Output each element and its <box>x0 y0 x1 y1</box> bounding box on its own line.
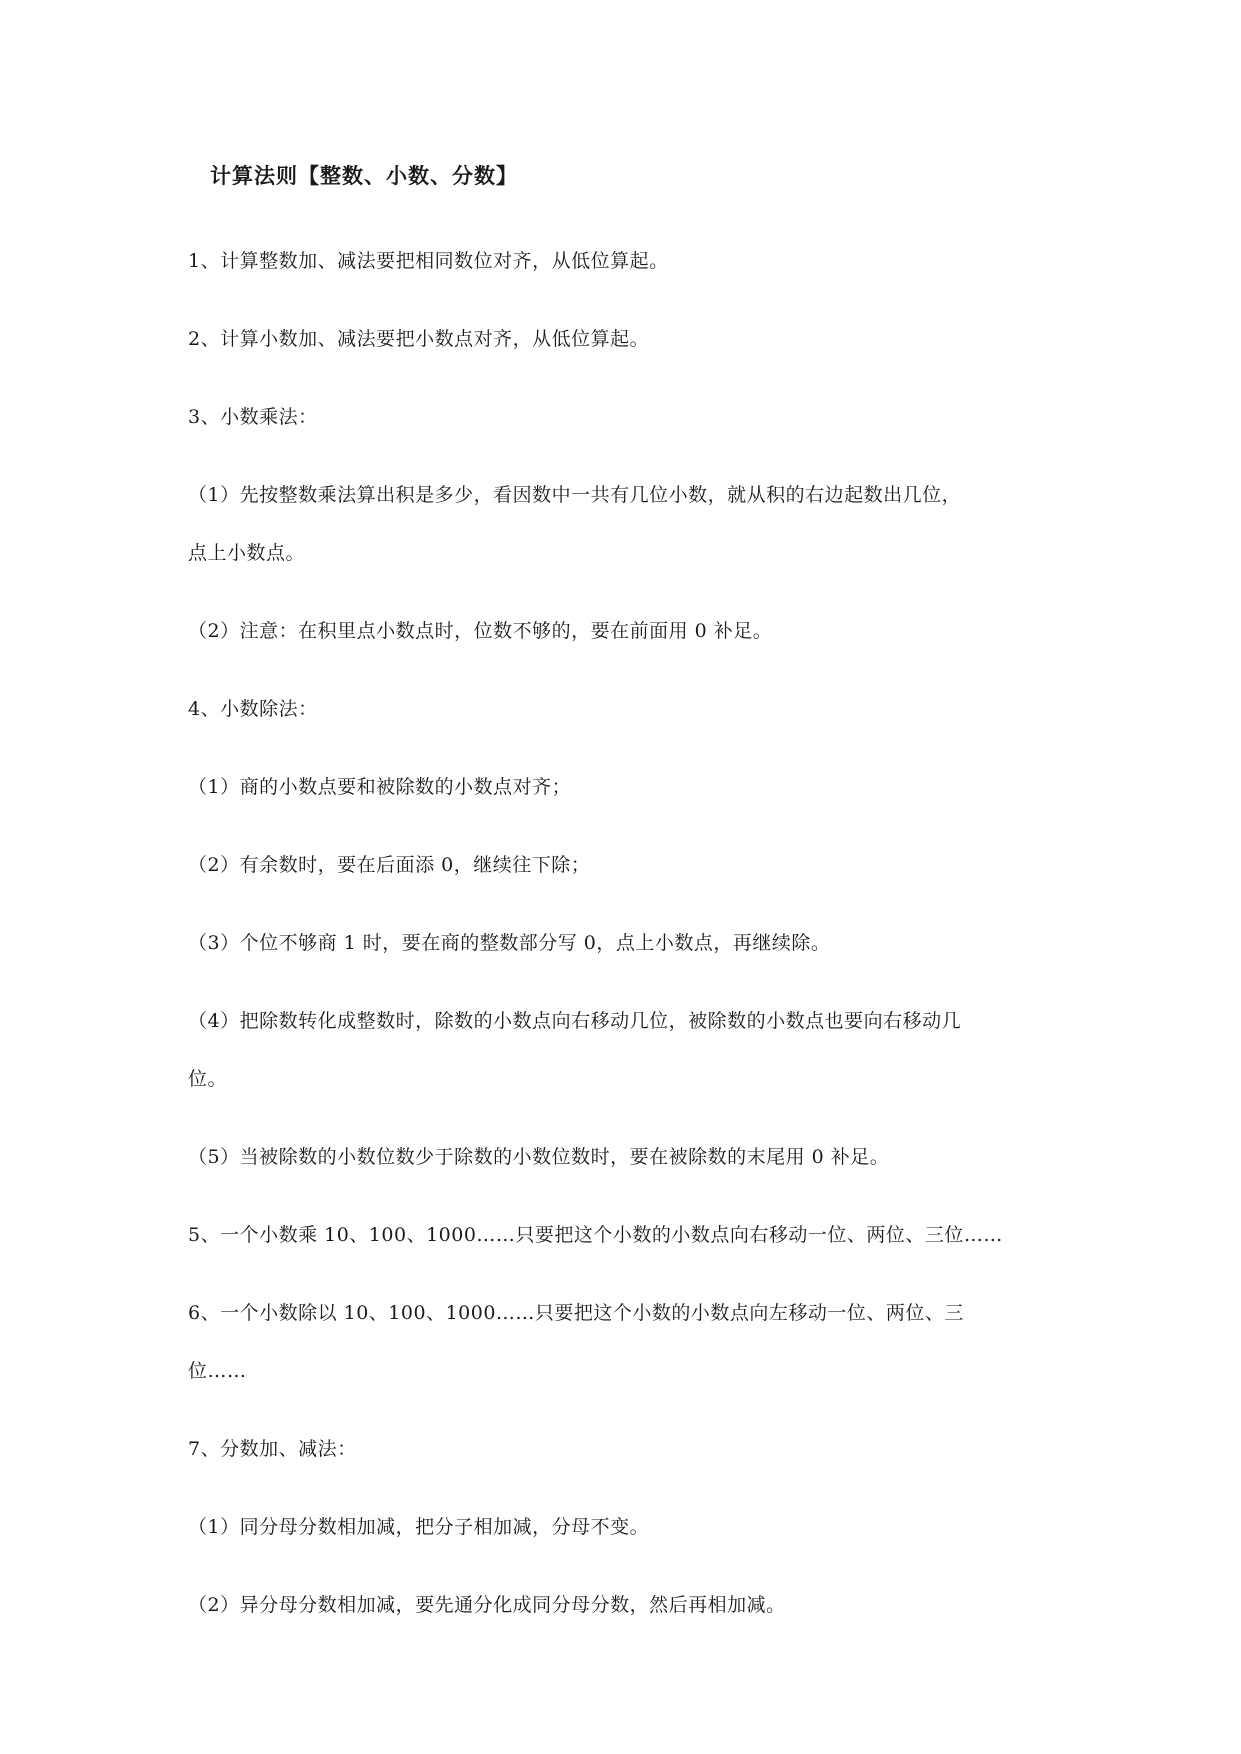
paragraph-line: （1）同分母分数相加减，把分子相加减，分母不变。 <box>188 1516 650 1538</box>
paragraph-line: 位…… <box>188 1360 247 1382</box>
paragraph-line: （1）商的小数点要和被除数的小数点对齐； <box>188 776 572 798</box>
paragraph-rule-7-heading <box>188 1420 1068 1478</box>
paragraph-rule-4-3 <box>188 914 1068 972</box>
paragraph-line: （4）把除数转化成整数时，除数的小数点向右移动几位，被除数的小数点也要向右移动几 <box>188 1010 962 1032</box>
paragraph-line: 位。 <box>188 1068 228 1090</box>
paragraph-rule-7-2 <box>188 1576 1068 1634</box>
paragraph-line: 4、小数除法： <box>188 698 318 720</box>
paragraph-line: （3）个位不够商 1 时，要在商的整数部分写 0，点上小数点，再继续除。 <box>188 932 831 954</box>
paragraph-rule-6 <box>188 1284 1068 1400</box>
paragraph-rule-2 <box>188 310 1068 368</box>
document-body <box>188 232 1068 1654</box>
document-title: 计算法则【整数、小数、分数】 <box>210 163 518 188</box>
paragraph-line: （2）异分母分数相加减，要先通分化成同分母分数，然后再相加减。 <box>188 1594 786 1616</box>
paragraph-line: （2）有余数时，要在后面添 0，继续往下除； <box>188 854 591 876</box>
paragraph-line: （2）注意：在积里点小数点时，位数不够的，要在前面用 0 补足。 <box>188 620 773 642</box>
paragraph-line: 3、小数乘法： <box>188 406 318 428</box>
paragraph-rule-4-heading <box>188 680 1068 738</box>
paragraph-line: 5、一个小数乘 10、100、1000……只要把这个小数的小数点向右移动一位、两位、三位…… <box>188 1224 1003 1246</box>
paragraph-line: （1）先按整数乘法算出积是多少，看因数中一共有几位小数，就从积的右边起数出几位， <box>188 484 962 506</box>
paragraph-rule-4-2 <box>188 836 1068 894</box>
paragraph-rule-4-1 <box>188 758 1068 816</box>
paragraph-line: （5）当被除数的小数位数少于除数的小数位数时，要在被除数的末尾用 0 补足。 <box>188 1146 890 1168</box>
paragraph-rule-3-2 <box>188 602 1068 660</box>
paragraph-line: 点上小数点。 <box>188 542 306 564</box>
paragraph-rule-7-1 <box>188 1498 1068 1556</box>
paragraph-rule-1 <box>188 232 1068 290</box>
paragraph-rule-3-1 <box>188 466 1068 582</box>
paragraph-line: 2、计算小数加、减法要把小数点对齐，从低位算起。 <box>188 328 650 350</box>
paragraph-line: 7、分数加、减法： <box>188 1438 357 1460</box>
paragraph-line: 6、一个小数除以 10、100、1000……只要把这个小数的小数点向左移动一位、两位、三 <box>188 1302 964 1324</box>
paragraph-rule-5 <box>188 1206 1068 1264</box>
paragraph-rule-4-5 <box>188 1128 1068 1186</box>
paragraph-rule-4-4 <box>188 992 1068 1108</box>
paragraph-rule-3-heading <box>188 388 1068 446</box>
paragraph-line: 1、计算整数加、减法要把相同数位对齐，从低位算起。 <box>188 250 669 272</box>
